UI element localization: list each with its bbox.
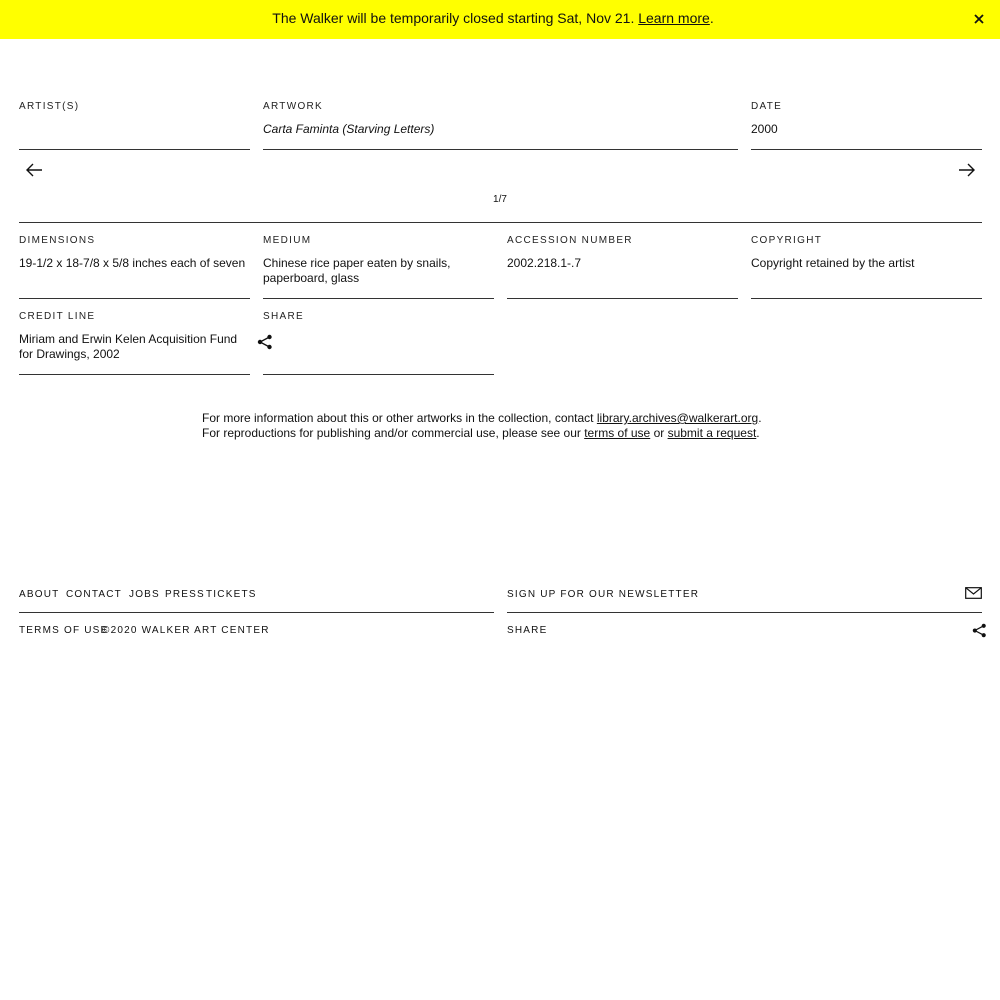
footer-contact-link[interactable]: CONTACT xyxy=(66,589,122,600)
credit-line-label: CREDIT LINE xyxy=(19,311,96,322)
banner-message xyxy=(0,10,986,26)
footer-share-label: SHARE xyxy=(507,625,548,636)
divider xyxy=(751,298,982,299)
email-link[interactable]: library.archives@walkerart.org xyxy=(596,411,759,425)
accession-number-value: 2002.218.1-.7 xyxy=(507,256,582,270)
footer-tickets-link[interactable]: TICKETS xyxy=(206,589,257,600)
share-icon[interactable] xyxy=(972,623,987,638)
date-value: 2000 xyxy=(751,122,778,136)
artists-label: ARTIST(S) xyxy=(19,101,80,112)
divider xyxy=(19,222,982,223)
date-label: DATE xyxy=(751,101,783,112)
divider xyxy=(263,374,494,375)
banner-text: The Walker will be temporarily closed starting Sat, Nov 21. xyxy=(272,10,635,26)
dimensions-label: DIMENSIONS xyxy=(19,235,96,246)
close-icon[interactable] xyxy=(970,10,988,28)
info-text: . For reproductions for publishing and/or commercial use, please see our xyxy=(202,411,762,440)
image-counter: 1/7 xyxy=(493,194,507,205)
share-icon[interactable] xyxy=(257,334,273,350)
footer-about-link[interactable]: ABOUT xyxy=(19,589,60,600)
newsletter-signup-link[interactable]: SIGN UP FOR OUR NEWSLETTER xyxy=(507,589,700,600)
credit-line-value: Miriam and Erwin Kelen Acquisition Fund for Drawings, 2002 xyxy=(19,332,238,361)
arrow-right-icon[interactable] xyxy=(957,162,977,178)
divider xyxy=(19,374,250,375)
divider xyxy=(751,149,982,150)
share-label: SHARE xyxy=(263,311,304,322)
footer-terms-link[interactable]: TERMS OF USE xyxy=(19,625,109,636)
info-text: or xyxy=(650,426,668,440)
medium-value: Chinese rice paper eaten by snails, paperboard, glass xyxy=(263,256,451,285)
announcement-banner xyxy=(0,0,1000,39)
collection-info xyxy=(202,411,762,441)
divider xyxy=(263,298,494,299)
info-text: . xyxy=(756,426,760,440)
copyright-value: Copyright retained by the artist xyxy=(751,256,915,270)
info-text: For more information about this or other artworks in the collection, contact xyxy=(202,411,597,425)
footer-jobs-link[interactable]: JOBS xyxy=(129,589,160,600)
submit-request-link[interactable]: submit a request xyxy=(667,426,757,440)
learn-more-link[interactable]: Learn more xyxy=(638,10,710,26)
divider xyxy=(263,149,738,150)
divider xyxy=(19,612,494,613)
divider xyxy=(19,149,250,150)
footer-press-link[interactable]: PRESS xyxy=(165,589,205,600)
accession-number-label: ACCESSION NUMBER xyxy=(507,235,633,246)
copyright-label: COPYRIGHT xyxy=(751,235,823,246)
banner-trailing: . xyxy=(709,10,714,26)
arrow-left-icon[interactable] xyxy=(24,162,44,178)
footer-copyright: ©2020 WALKER ART CENTER xyxy=(102,625,270,636)
artwork-title: Carta Faminta (Starving Letters) xyxy=(263,122,435,136)
divider xyxy=(507,298,738,299)
divider xyxy=(507,612,982,613)
divider xyxy=(19,298,250,299)
dimensions-value: 19-1/2 x 18-7/8 x 5/8 inches each of seven xyxy=(19,256,246,270)
terms-of-use-link[interactable]: terms of use xyxy=(584,426,651,440)
artwork-label: ARTWORK xyxy=(263,101,324,112)
mail-icon[interactable] xyxy=(965,587,982,599)
medium-label: MEDIUM xyxy=(263,235,312,246)
